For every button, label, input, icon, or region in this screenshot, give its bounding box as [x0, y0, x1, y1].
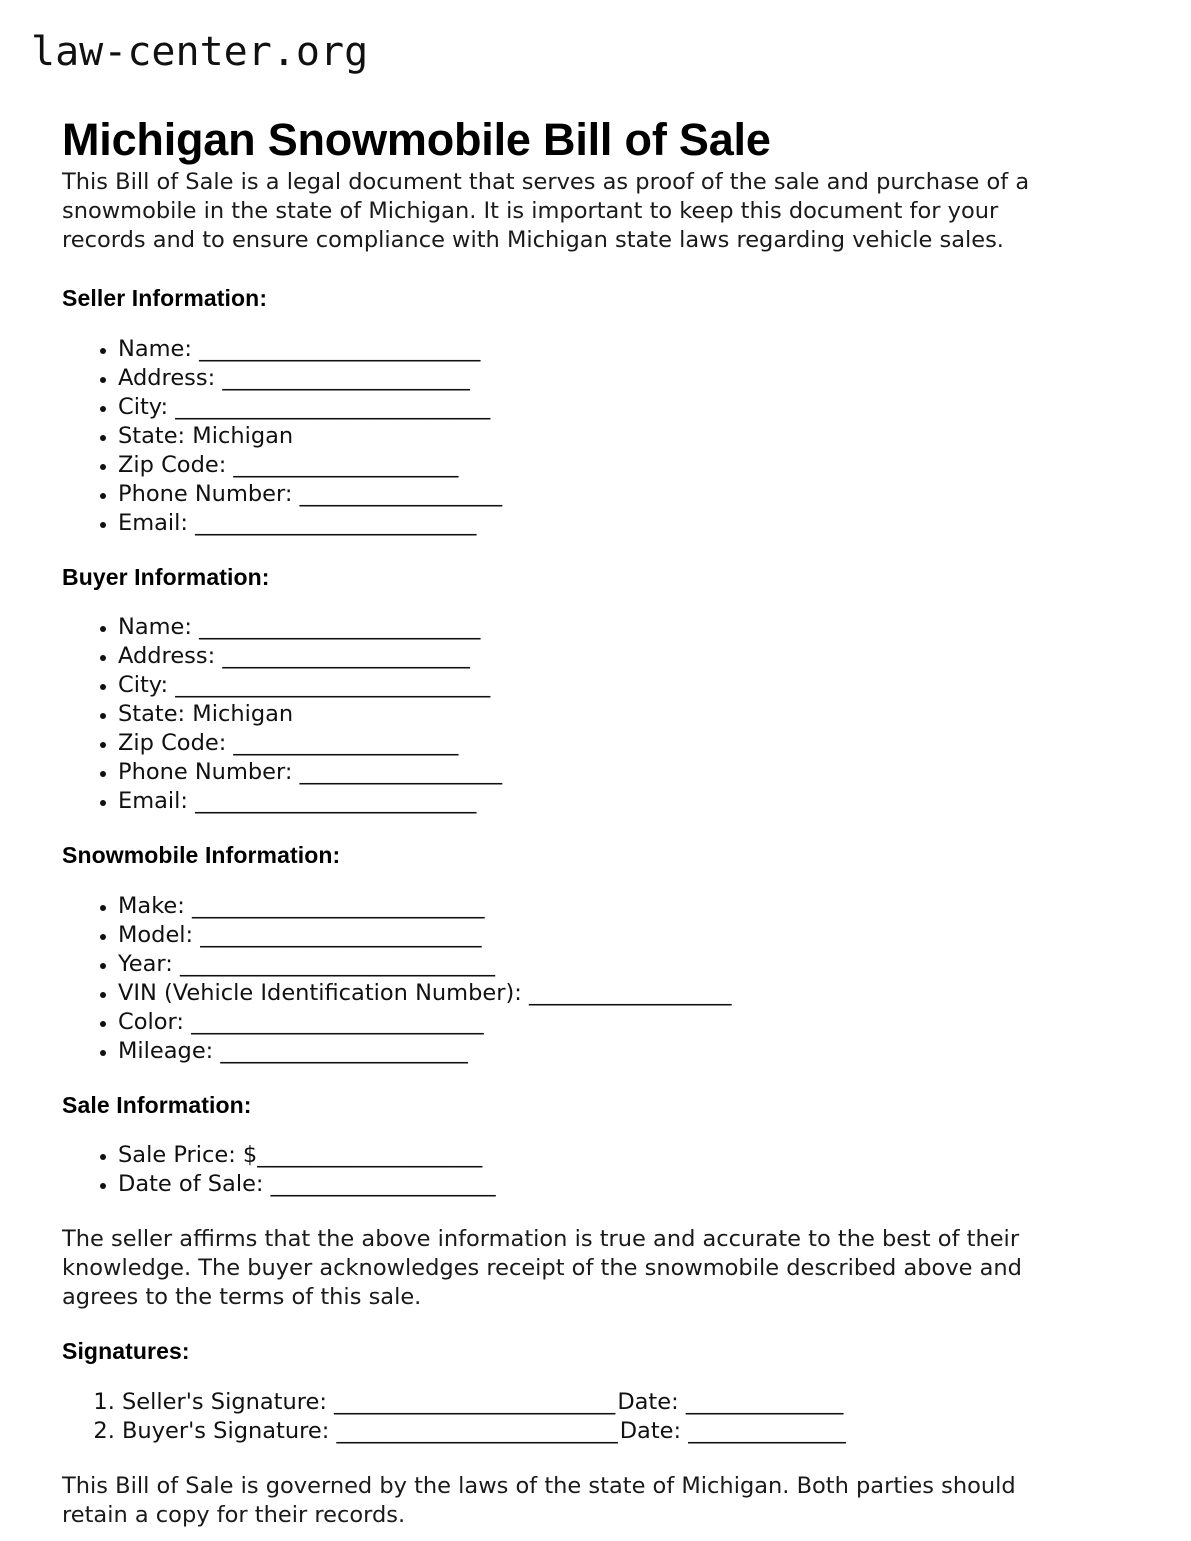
list-item: • Mileage: ______________________ — [118, 1037, 1137, 1066]
list-item: • Make: __________________________ — [118, 892, 1137, 921]
signatures-list — [62, 1388, 1137, 1446]
list-item: • Name: _________________________ — [118, 613, 1137, 642]
snowmobile-information-heading: Snowmobile Information: — [62, 842, 341, 869]
list-item: • Zip Code: ____________________ — [118, 729, 1137, 758]
list-item — [122, 1417, 1137, 1446]
buyer-date-label: Date: ______________ — [619, 1417, 846, 1444]
document-body — [62, 168, 1137, 1530]
list-item: • Name: _________________________ — [118, 335, 1137, 364]
list-item: • Address: ______________________ — [118, 642, 1137, 671]
list-item: • Zip Code: ____________________ — [118, 451, 1137, 480]
list-item: • State: Michigan — [118, 700, 1137, 729]
intro-paragraph: This Bill of Sale is a legal document that serves as proof of the sale and purchase of a snowmobile in the state of Michigan. It is important to keep this document for your records and to ensure compliance with Michigan state laws regarding vehicle sales. — [62, 169, 1030, 253]
signatures-heading: Signatures: — [62, 1338, 190, 1365]
list-item: • City: ____________________________ — [118, 671, 1137, 700]
buyer-information-heading: Buyer Information: — [62, 563, 270, 590]
list-item: • Address: ______________________ — [118, 364, 1137, 393]
sale-fields-list — [62, 1141, 1137, 1199]
list-item: • State: Michigan — [118, 422, 1137, 451]
list-item: • City: ____________________________ — [118, 393, 1137, 422]
list-item: • Date of Sale: ____________________ — [118, 1170, 1137, 1199]
list-item: • Email: _________________________ — [118, 509, 1137, 538]
list-item: • Color: __________________________ — [118, 1008, 1137, 1037]
seller-information-heading: Seller Information: — [62, 285, 268, 311]
snowmobile-fields-list — [62, 892, 1137, 1066]
buyer-fields-list — [62, 613, 1137, 816]
list-item: • Model: _________________________ — [118, 921, 1137, 950]
closing-paragraph: This Bill of Sale is governed by the laws of the state of Michigan. Both parties should retain a copy for their records. — [62, 1472, 1016, 1528]
seller-date-label: Date: ______________ — [617, 1388, 844, 1415]
list-item: • VIN (Vehicle Identification Number): __________________ — [118, 979, 1137, 1008]
list-item: • Email: _________________________ — [118, 787, 1137, 816]
list-item: • Sale Price: $____________________ — [118, 1141, 1137, 1170]
affirmation-paragraph: The seller affirms that the above information is true and accurate to the best of their knowledge. The buyer acknowledges receipt of the snowmobile described above and agrees to the terms of this sale. — [62, 1226, 1022, 1311]
list-item: • Phone Number: __________________ — [118, 758, 1137, 787]
list-item: • Year: ____________________________ — [118, 950, 1137, 979]
seller-signature-label: Seller's Signature: _________________________ — [122, 1388, 616, 1415]
buyer-signature-label: Buyer's Signature: _________________________ — [122, 1417, 618, 1444]
page-title: Michigan Snowmobile Bill of Sale — [62, 114, 771, 166]
list-item — [122, 1388, 1137, 1417]
sale-information-heading: Sale Information: — [62, 1091, 252, 1118]
seller-fields-list — [62, 335, 1137, 538]
list-item: • Phone Number: __________________ — [118, 480, 1137, 509]
site-name: law-center.org — [31, 29, 369, 75]
